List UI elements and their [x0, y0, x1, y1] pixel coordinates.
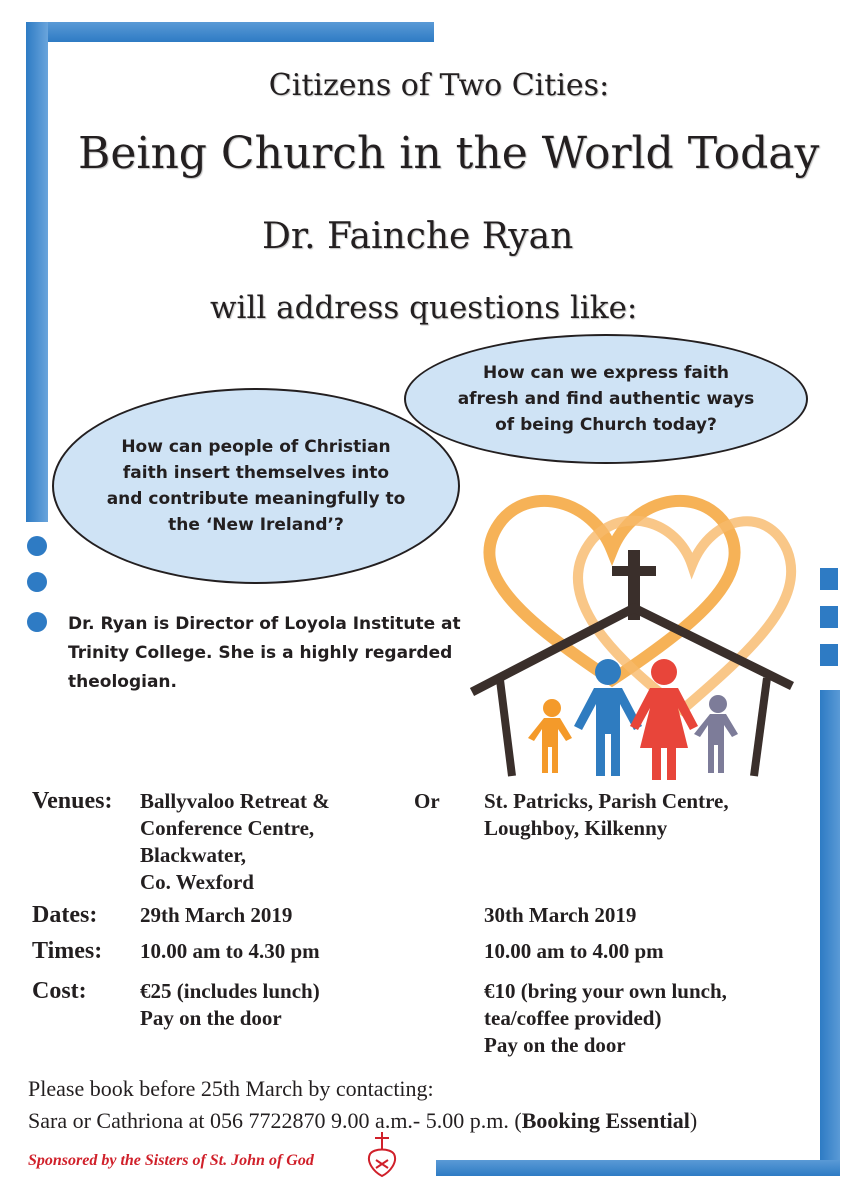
- family-figures: [528, 659, 738, 780]
- event-main-title: Being Church in the World Today: [78, 128, 820, 179]
- right-square-3: [820, 644, 838, 666]
- or-label: Or: [414, 789, 440, 813]
- bullet-dot-1: [27, 536, 47, 556]
- time-wexford: 10.00 am to 4.30 pm: [140, 939, 320, 963]
- right-square-2: [820, 606, 838, 628]
- venue-ballyvaloo: Ballyvaloo Retreat & Conference Centre, Blackwater, Co. Wexford: [140, 789, 330, 894]
- booking-deadline: Please book before 25th March by contacting:: [28, 1076, 434, 1101]
- question-right-text: How can we express faith afresh and find authentic ways of being Church today?: [457, 363, 755, 435]
- heart-icon: [489, 501, 791, 710]
- speaker-bio: Dr. Ryan is Director of Loyola Institute at Trinity College. She is a highly regarded theologian.: [68, 614, 461, 692]
- date-kilkenny: 30th March 2019: [484, 903, 637, 927]
- church-family-illustration: [462, 480, 802, 780]
- event-series-title: Citizens of Two Cities:: [268, 68, 610, 103]
- cost-label: Cost:: [32, 978, 87, 1004]
- speaker-name: Dr. Fainche Ryan: [262, 216, 574, 257]
- question-bubble-left: [52, 388, 460, 584]
- bullet-dot-2: [27, 572, 47, 592]
- date-wexford: 29th March 2019: [140, 903, 293, 927]
- cost-wexford: €25 (includes lunch) Pay on the door: [140, 979, 320, 1030]
- question-bubble-right: [404, 334, 808, 464]
- questions-intro: will address questions like:: [210, 290, 638, 326]
- right-border-bar: [820, 690, 840, 1175]
- venue-st-patricks: St. Patricks, Parish Centre, Loughboy, Kilkenny: [484, 789, 729, 840]
- sponsor-text: Sponsored by the Sisters of St. John of God: [28, 1152, 314, 1169]
- top-border-bar: [26, 22, 434, 42]
- sisters-logo-icon: [362, 1128, 402, 1178]
- cost-kilkenny: €10 (bring your own lunch, tea/coffee provided) Pay on the door: [484, 979, 727, 1057]
- venues-label: Venues:: [32, 788, 113, 814]
- time-kilkenny: 10.00 am to 4.00 pm: [484, 939, 664, 963]
- dates-label: Dates:: [32, 902, 98, 928]
- bullet-dot-3: [27, 612, 47, 632]
- right-square-1: [820, 568, 838, 590]
- booking-essential: Booking Essential: [521, 1108, 690, 1133]
- booking-contact: Sara or Cathriona at 056 7722870 9.00 a.m.- 5.00 p.m. (Booking Essential): [28, 1108, 698, 1133]
- bottom-border-bar: [436, 1160, 840, 1176]
- times-label: Times:: [32, 938, 103, 964]
- question-left-text: How can people of Christian faith insert themselves into and contribute meaningfully to the ‘New Ireland’?: [106, 437, 406, 535]
